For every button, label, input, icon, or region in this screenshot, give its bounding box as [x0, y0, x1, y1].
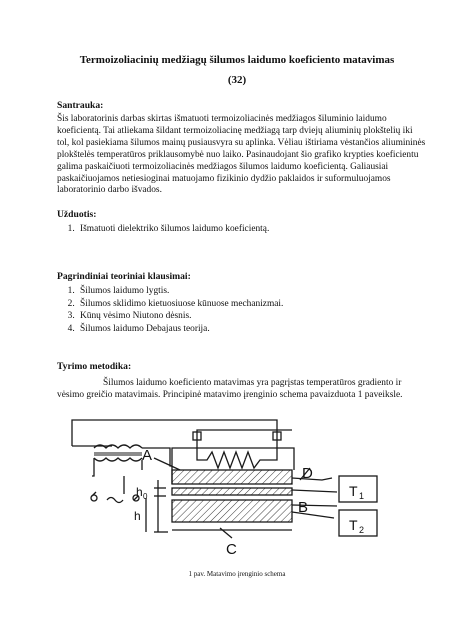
- top-wire: [72, 420, 277, 446]
- summary-heading: Santrauka:: [57, 100, 104, 111]
- label-t1-sub: 1: [359, 491, 365, 501]
- figure-caption: 1 pav. Matavimo įrenginio schema: [188, 570, 286, 578]
- pointer-a: [154, 458, 180, 470]
- theory-item: 3. Kūnų vėsimo Niutono dėsnis.: [77, 310, 437, 323]
- connector-wire: [197, 430, 292, 436]
- theory-item: 4. Šilumos laidumo Debajaus teorija.: [77, 323, 437, 336]
- task-item: 1. Išmatuoti dielektriko šilumos laidumo koeficientą.: [77, 223, 437, 236]
- theory-list: [57, 285, 437, 335]
- sample-layer: [172, 488, 292, 495]
- summary-text: Šis laboratorinis darbas skirtas išmatuoti termoizoliacinės medžiagos šiluminio laidumo koeficientą. Tai atliekama šildant termoizoliacinę medžiagą tarp dviejų aliuminių plokštelių iki tol, kol pasiekiama šilumos mainų pusiausvyra su aplinka. Vėliau ištiriama vėstančios aliumininės plokštelės temperatūros priklausomybė nuo laiko. Pasinaudojant šio grafiko krypties koeficientu galima paskaičiuoti termoizoliacinės medžiagos šilumos laidumo koeficientą. Galiausiai paskaičiuojamos netiesioginai matuojamo fizikinio dydžio paklaidos ir suformuluojamos laboratorinio darbo išvados.: [57, 114, 426, 196]
- method-heading: Tyrimo metodika:: [57, 361, 132, 372]
- document-number: (32): [227, 74, 247, 86]
- task-heading: Užduotis:: [57, 209, 97, 220]
- apparatus-diagram: [62, 408, 402, 568]
- theory-heading: Pagrindiniai teoriniai klausimai:: [57, 271, 191, 282]
- theory-item: 2. Šilumos sklidimo kietuosiuose kūnuose mechanizmai.: [77, 298, 437, 311]
- label-c: C: [226, 541, 237, 558]
- ac-symbol: [107, 498, 123, 503]
- label-a: A: [142, 447, 153, 464]
- method-text: Šilumos laidumo koeficiento matavimas yra pagrįstas temperatūros gradiento ir vėsimo greičio matavimais. Principinė matavimo įrenginio schema pavaizduota 1 paveiksle.: [57, 378, 403, 400]
- label-h0: h: [136, 485, 143, 499]
- label-d: D: [302, 465, 313, 482]
- source-wire: [92, 458, 94, 476]
- label-h: h: [134, 509, 141, 523]
- meter-t2: [339, 510, 377, 536]
- heater-coil: [197, 436, 277, 468]
- transformer-secondary: [94, 458, 142, 461]
- label-t1: T: [349, 483, 358, 499]
- meter-t1: [339, 476, 377, 502]
- label-t2-sub: 2: [359, 525, 365, 535]
- document-title: Termoizoliacinių medžiagų šilumos laidumo koeficiento matavimas: [79, 54, 395, 66]
- top-plate: [172, 470, 292, 484]
- label-h0-sub: 0: [143, 492, 148, 501]
- bottom-plate: [172, 500, 292, 522]
- label-t2: T: [349, 517, 358, 533]
- label-b: B: [298, 499, 309, 516]
- task-list: [57, 223, 437, 236]
- theory-item: 1. Šilumos laidumo lygtis.: [77, 285, 437, 298]
